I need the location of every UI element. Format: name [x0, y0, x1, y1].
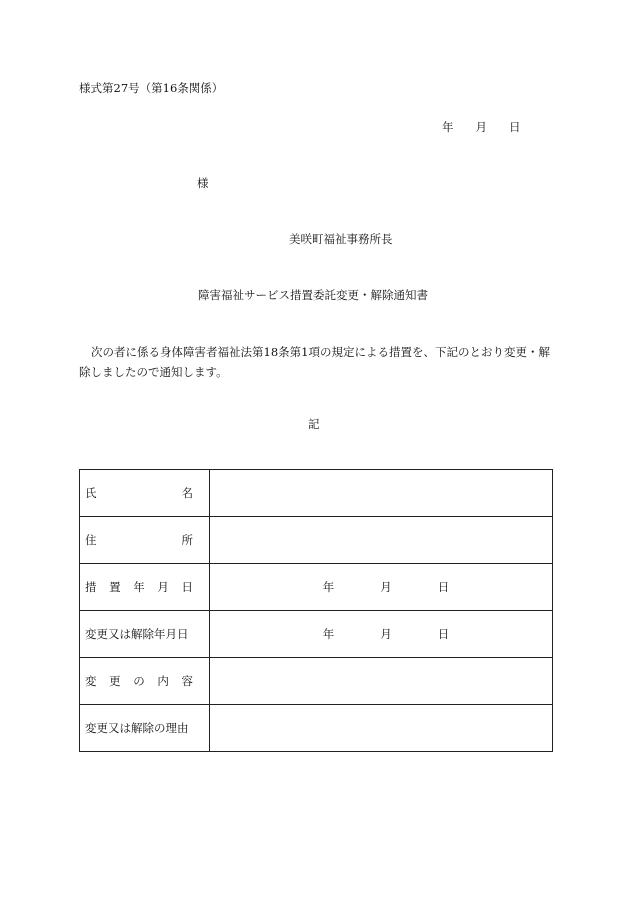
ki-heading: 記	[308, 417, 320, 431]
issue-date	[442, 119, 521, 135]
label-char: 容	[181, 674, 193, 688]
date-day: 日	[437, 627, 450, 641]
value-address[interactable]	[210, 517, 553, 564]
detail-table	[79, 469, 553, 752]
label-change-date	[80, 611, 210, 658]
body-line-1: 次の者に係る身体障害者福祉法第18条第1項の規定による措置を、下記のとおり変更・解	[91, 345, 550, 359]
table-row-address	[80, 517, 553, 564]
body-line-2: 除しましたので通知します。	[79, 365, 228, 379]
label-char: の	[133, 674, 145, 688]
label-char: 更	[109, 674, 121, 688]
label-text: 変更又は解除の理由	[85, 721, 189, 735]
label-text: 変更又は解除年月日	[85, 627, 189, 641]
label-name	[80, 470, 210, 517]
value-change-content[interactable]	[210, 658, 553, 705]
value-measure-date[interactable]	[210, 564, 553, 611]
value-change-reason[interactable]	[210, 705, 553, 752]
label-char: 年	[133, 580, 145, 594]
label-measure-date	[80, 564, 210, 611]
date-year: 年	[322, 580, 335, 594]
date-month: 月	[380, 627, 392, 641]
document-title: 障害福祉サービス措置委託変更・解除通知書	[198, 288, 428, 302]
body-text	[79, 342, 551, 382]
table-row-measure-date	[80, 564, 553, 611]
date-month: 月	[475, 120, 487, 134]
date-month: 月	[380, 580, 392, 594]
label-char: 所	[181, 533, 193, 547]
label-address	[80, 517, 210, 564]
label-char: 変	[85, 674, 97, 688]
label-char: 氏	[85, 486, 97, 500]
label-change-content	[80, 658, 210, 705]
label-char: 住	[85, 533, 97, 547]
table-row-change-content	[80, 658, 553, 705]
form-number: 様式第27号（第16条関係）	[79, 81, 224, 95]
table-row-name	[80, 470, 553, 517]
addressee-suffix: 様	[197, 176, 209, 190]
label-char: 置	[109, 580, 121, 594]
value-change-date[interactable]	[210, 611, 553, 658]
table-row-change-date	[80, 611, 553, 658]
issuer-name: 美咲町福祉事務所長	[289, 232, 393, 246]
table-row-change-reason	[80, 705, 553, 752]
date-day: 日	[509, 120, 521, 134]
label-char: 月	[157, 580, 169, 594]
label-change-reason	[80, 705, 210, 752]
date-year: 年	[442, 120, 454, 134]
date-day: 日	[437, 580, 450, 594]
label-char: 内	[157, 674, 169, 688]
date-year: 年	[322, 627, 335, 641]
label-char: 措	[85, 580, 97, 594]
label-char: 日	[181, 580, 193, 594]
label-char: 名	[181, 486, 193, 500]
value-name[interactable]	[210, 470, 553, 517]
